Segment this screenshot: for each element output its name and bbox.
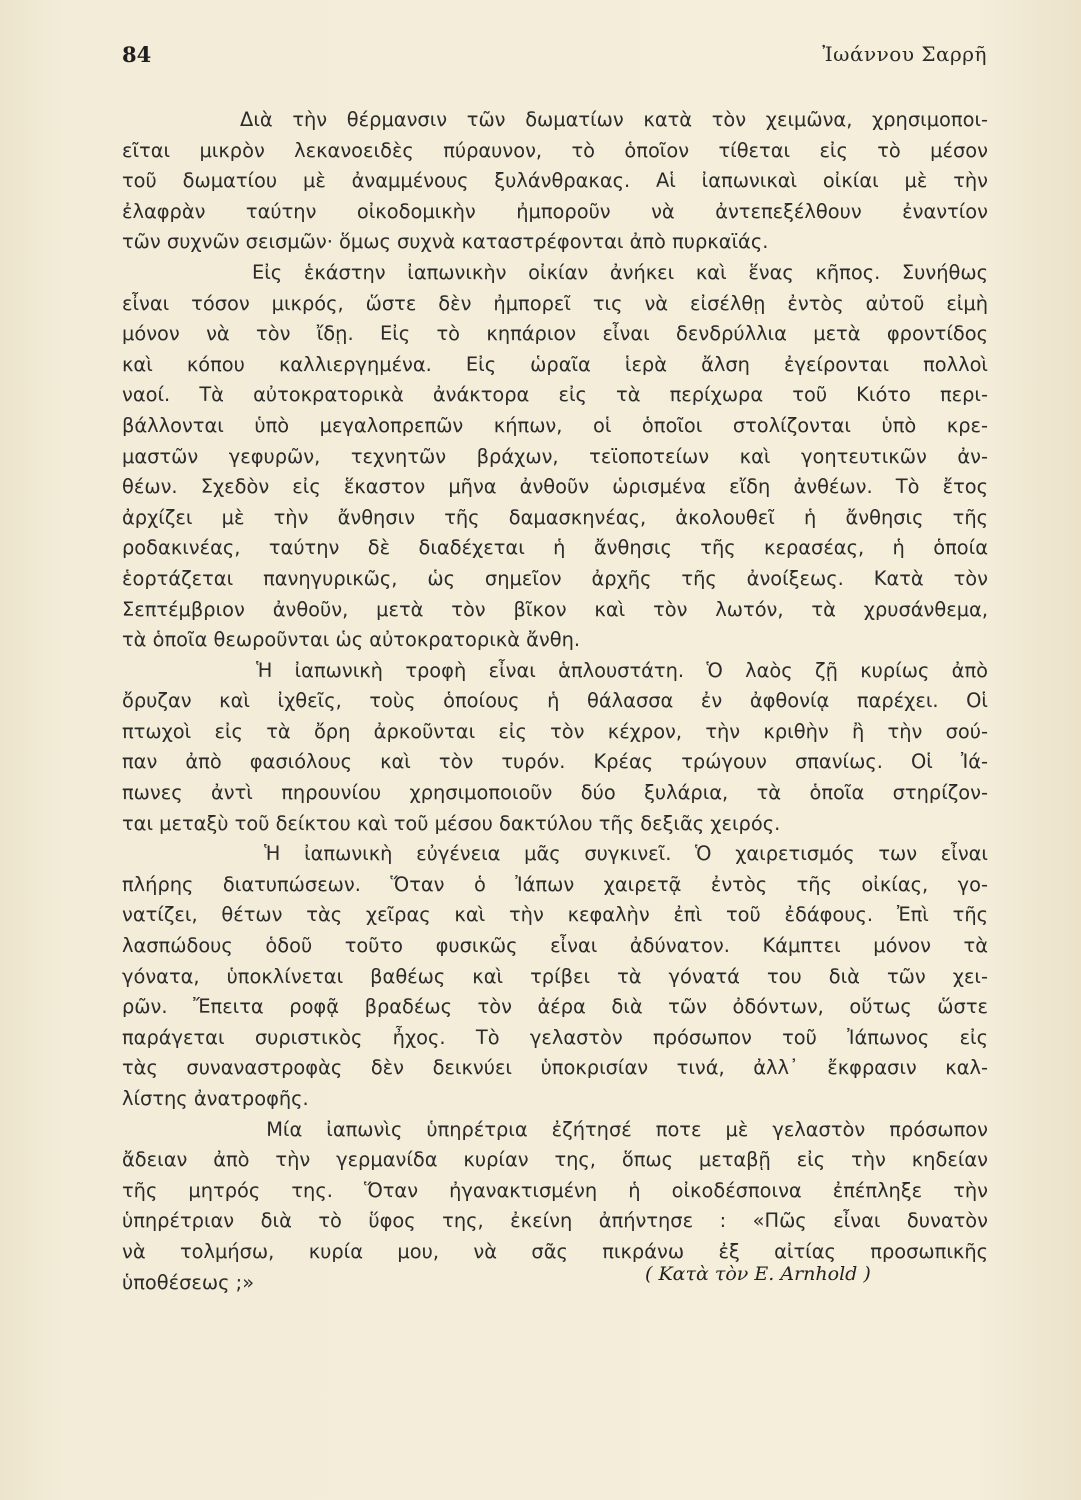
text-line: βάλλονται ὑπὸ μεγαλοπρεπῶν κήπων, οἱ ὁποῖοι στολίζονται ὑπὸ κρε- bbox=[122, 413, 988, 437]
text-line: λασπώδους ὁδοῦ τοῦτο φυσικῶς εἶναι ἀδύνατον. Κάμπτει μόνον τὰ bbox=[122, 934, 988, 958]
text-line: εἶναι τόσον μικρός, ὥστε δὲν ἠμπορεῖ τις νὰ εἰσέλθῃ ἐντὸς αὐτοῦ εἰμὴ bbox=[122, 291, 988, 315]
text-line: μόνον νὰ τὸν ἴδῃ. Εἰς τὸ κηπάριον εἶναι δενδρύλλια μετὰ φροντίδος bbox=[122, 322, 988, 346]
text-line: ὑπηρέτριαν διὰ τὸ ὕφος της, ἐκείνη ἀπήντησε : «Πῶς εἶναι δυνατὸν bbox=[122, 1209, 988, 1233]
text-line: θέων. Σχεδὸν εἰς ἕκαστον μῆνα ἀνθοῦν ὡρισμένα εἴδη ἀνθέων. Τὸ ἔτος bbox=[122, 475, 988, 499]
source-attribution: ( Κατὰ τὸν E. Arnhold ) bbox=[645, 1263, 871, 1285]
text-line: ἄδειαν ἀπὸ τὴν γερμανίδα κυρίαν της, ὅπως μεταβῇ εἰς τὴν κηδείαν bbox=[122, 1148, 988, 1172]
text-line: μαστῶν γεφυρῶν, τεχνητῶν βράχων, τεϊοποτείων καὶ γοητευτικῶν ἀν- bbox=[122, 444, 988, 468]
text-line: ται μεταξὺ τοῦ δείκτου καὶ τοῦ μέσου δακτύλου τῆς δεξιᾶς χειρός. bbox=[122, 811, 781, 835]
text-line: γόνατα, ὑποκλίνεται βαθέως καὶ τρίβει τὰ γόνατά του διὰ τῶν χει- bbox=[122, 964, 988, 988]
text-line: ἑορτάζεται πανηγυρικῶς, ὡς σημεῖον ἀρχῆς τῆς ἀνοίξεως. Κατὰ τὸν bbox=[122, 566, 988, 590]
page-number: 84 bbox=[122, 42, 152, 67]
text-line: τὰς συναναστροφὰς δὲν δεικνύει ὑποκρισίαν τινά, ἀλλ᾽ ἔκφρασιν καλ- bbox=[122, 1056, 988, 1080]
text-line: ναοί. Τὰ αὐτοκρατορικὰ ἀνάκτορα εἰς τὰ περίχωρα τοῦ Κιότο περι- bbox=[122, 383, 988, 407]
article-body bbox=[122, 105, 988, 1298]
text-line: εῖται μικρὸν λεκανοειδὲς πύραυνον, τὸ ὁποῖον τίθεται εἰς τὸ μέσον bbox=[122, 138, 988, 162]
text-line: τῆς μητρός της. Ὅταν ἠγανακτισμένη ἡ οἰκοδέσποινα ἐπέπληξε τὴν bbox=[122, 1178, 988, 1202]
page-header bbox=[122, 42, 987, 72]
text-line: Ἡ ἰαπωνικὴ εὐγένεια μᾶς συγκινεῖ. Ὁ χαιρετισμός των εἶναι bbox=[122, 842, 988, 866]
text-line: πτωχοὶ εἰς τὰ ὄρη ἀρκοῦνται εἰς τὸν κέχρον, τὴν κριθὴν ἢ τὴν σού- bbox=[122, 719, 988, 743]
text-line: ἀρχίζει μὲ τὴν ἄνθησιν τῆς δαμασκηνέας, ἀκολουθεῖ ἡ ἄνθησις τῆς bbox=[122, 505, 988, 529]
text-line: τῶν συχνῶν σεισμῶν· ὅμως συχνὰ καταστρέφονται ἀπὸ πυρκαϊάς. bbox=[122, 230, 769, 254]
text-line: νὰ τολμήσω, κυρία μου, νὰ σᾶς πικράνω ἐξ αἰτίας προσωπικῆς bbox=[122, 1239, 988, 1263]
text-line: τοῦ δωματίου μὲ ἀναμμένους ξυλάνθρακας. Αἱ ἰαπωνικαὶ οἰκίαι μὲ τὴν bbox=[122, 169, 988, 193]
text-line: παν ἀπὸ φασιόλους καὶ τὸν τυρόν. Κρέας τρώγουν σπανίως. Οἱ Ἰά- bbox=[122, 750, 988, 774]
text-line: ὑποθέσεως ;» bbox=[122, 1270, 255, 1294]
text-line: πλήρης διατυπώσεων. Ὅταν ὁ Ἰάπων χαιρετᾷ ἐντὸς τῆς οἰκίας, γο- bbox=[122, 872, 988, 896]
running-head: Ἰωάννου Σαρρῆ bbox=[822, 42, 987, 66]
text-line: Ἡ ἰαπωνικὴ τροφὴ εἶναι ἁπλουστάτη. Ὁ λαὸς ζῇ κυρίως ἀπὸ bbox=[122, 658, 988, 682]
text-line: ροδακινέας, ταύτην δὲ διαδέχεται ἡ ἄνθησις τῆς κερασέας, ἡ ὁποία bbox=[122, 536, 988, 560]
text-line: ὄρυζαν καὶ ἰχθεῖς, τοὺς ὁποίους ἡ θάλασσα ἐν ἀφθονίᾳ παρέχει. Οἱ bbox=[122, 689, 988, 713]
text-line: Διὰ τὴν θέρμανσιν τῶν δωματίων κατὰ τὸν χειμῶνα, χρησιμοποι- bbox=[122, 108, 988, 131]
text-line: ρῶν. Ἔπειτα ροφᾷ βραδέως τὸν ἀέρα διὰ τῶν ὀδόντων, οὕτως ὥστε bbox=[122, 995, 988, 1019]
text-line: παράγεται συριστικὸς ἦχος. Τὸ γελαστὸν πρόσωπον τοῦ Ἰάπωνος εἰς bbox=[122, 1025, 988, 1049]
text-line: πωνες ἀντὶ πηρουνίου χρησιμοποιοῦν δύο ξυλάρια, τὰ ὁποῖα στηρίζον- bbox=[122, 781, 988, 805]
text-line: ἐλαφρὰν ταύτην οἰκοδομικὴν ἠμποροῦν νὰ ἀντεπεξέλθουν ἐναντίον bbox=[122, 199, 988, 223]
text-line: νατίζει, θέτων τὰς χεῖρας καὶ τὴν κεφαλὴν ἐπὶ τοῦ ἐδάφους. Ἐπὶ τῆς bbox=[122, 903, 988, 927]
text-line: Εἰς ἑκάστην ἰαπωνικὴν οἰκίαν ἀνήκει καὶ ἕνας κῆπος. Συνήθως bbox=[122, 260, 988, 284]
text-line: καὶ κόπου καλλιεργημένα. Εἰς ὡραῖα ἱερὰ ἄλση ἐγείρονται πολλοὶ bbox=[122, 352, 988, 376]
text-line: τὰ ὁποῖα θεωροῦνται ὡς αὐτοκρατορικὰ ἄνθη. bbox=[122, 628, 581, 652]
text-line: Σεπτέμβριον ἀνθοῦν, μετὰ τὸν βῖκον καὶ τὸν λωτόν, τὰ χρυσάνθεμα, bbox=[122, 597, 988, 621]
text-line: λίστης ἀνατροφῆς. bbox=[122, 1087, 309, 1110]
text-line: Μία ἰαπωνὶς ὑπηρέτρια ἐζήτησέ ποτε μὲ γελαστὸν πρόσωπον bbox=[122, 1117, 988, 1141]
